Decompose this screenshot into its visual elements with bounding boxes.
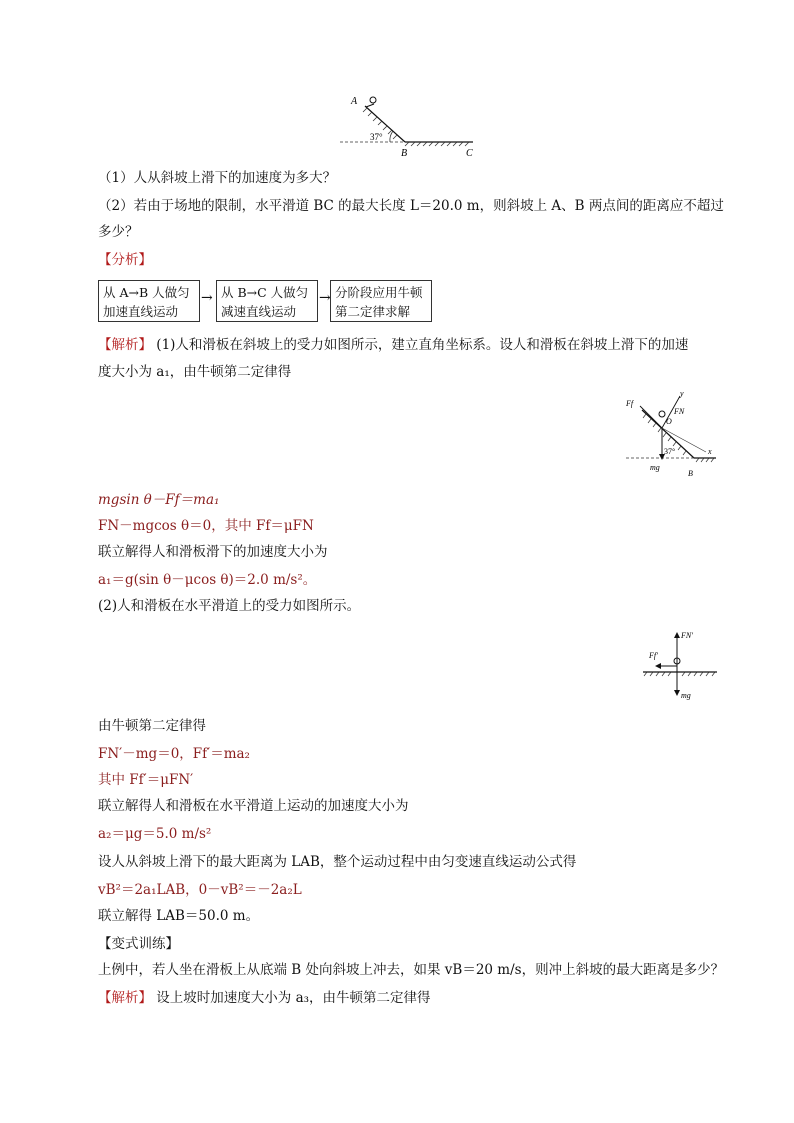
flow-box-1 [98,280,200,322]
eq-6: 其中 Ff′＝μFN′ [98,772,194,788]
fig3-FN: FN′ [681,631,693,640]
eq-7: a₂＝μg＝5.0 m/s² [98,826,212,842]
solution2-text: 设上坡时加速度大小为 a₃，由牛顿第二定律得 [156,990,431,1006]
slope-figure [335,92,485,160]
solution-para1-line2: 度大小为 a₁，由牛顿第二定律得 [98,364,292,380]
solution2-heading: 【解析】 [98,990,152,1006]
flow-box-2-line1: 从 B→C 人做匀 [221,285,309,300]
question-1: （1）人从斜坡上滑下的加速度为多大？ [98,170,337,186]
eq-1: mgsin θ－Ff＝ma₁ [98,492,220,508]
fig2-x: x [708,447,712,456]
flow-box-2-line2: 减速直线运动 [221,304,297,319]
flow-arrow-1: → [201,290,213,306]
flow-box-3 [330,280,432,322]
flow-box-2 [216,280,318,322]
flow-box-1-line1: 从 A→B 人做匀 [103,285,190,300]
analysis-heading: 【分析】 [98,252,152,268]
solution-para1-line1 [98,335,688,355]
force-diagram-horizontal [641,628,721,702]
solution-heading: 【解析】 [98,337,152,353]
flow-box-3-line2: 第二定律求解 [335,304,411,319]
fig2-FN: FN [674,407,685,416]
eq-8: vB²＝2a₁LAB，0－vB²＝－2a₂L [98,882,302,898]
text-7: 联立解得人和滑板在水平滑道上运动的加速度大小为 [98,798,409,814]
flow-box-3-line1: 分阶段应用牛顿 [335,285,423,300]
variant-heading: 【变式训练】 [98,936,179,952]
flow-box-1-line2: 加速直线运动 [103,304,179,319]
fig2-mg: mg [650,463,660,472]
question-2-line2: 多少？ [98,224,139,240]
text-8: 设人从斜坡上滑下的最大距离为 LAB，整个运动过程中由匀变速直线运动公式得 [98,854,577,870]
solution-para1-text: (1)人和滑板在斜坡上的受力如图所示，建立直角坐标系。设人和滑板在斜坡上滑下的加速 [156,337,689,353]
label-A: A [351,96,358,107]
label-B: B [401,148,408,159]
fig2-O: O [666,417,672,426]
label-angle: 37° [370,132,383,142]
eq-5: FN′－mg＝0，Ff′＝ma₂ [98,746,250,762]
eq-9: 联立解得 LAB＝50.0 m。 [98,908,260,924]
fig3-mg: mg [681,691,691,700]
fig2-y: y [680,389,684,398]
fig2-angle: 37° [664,447,676,456]
eq-3: a₁＝g(sin θ－μcos θ)＝2.0 m/s²。 [98,572,317,588]
label-C: C [466,148,473,159]
variant-text: 上例中，若人坐在滑板上从底端 B 处向斜坡上冲去，如果 vB＝20 m/s，则冲上斜坡的最大距离是多少？ [98,962,725,978]
fig2-B: B [688,469,693,478]
solution2-line [98,988,431,1008]
text-5: 由牛顿第二定律得 [98,718,206,734]
fig3-Ff: Ff′ [649,651,658,660]
flow-arrow-2: → [319,290,331,306]
fig2-Ff: Ff [626,399,634,408]
question-2-line1: （2）若由于场地的限制，水平滑道 BC 的最大长度 L＝20.0 m，则斜坡上 A、B 两点间的距离应不超过 [98,198,724,214]
eq-2: FN－mgcos θ＝0，其中 Ff＝μFN [98,518,314,534]
text-3: 联立解得人和滑板滑下的加速度大小为 [98,544,328,560]
force-diagram-slope [624,388,719,480]
text-4: (2)人和滑板在水平滑道上的受力如图所示。 [98,598,361,614]
